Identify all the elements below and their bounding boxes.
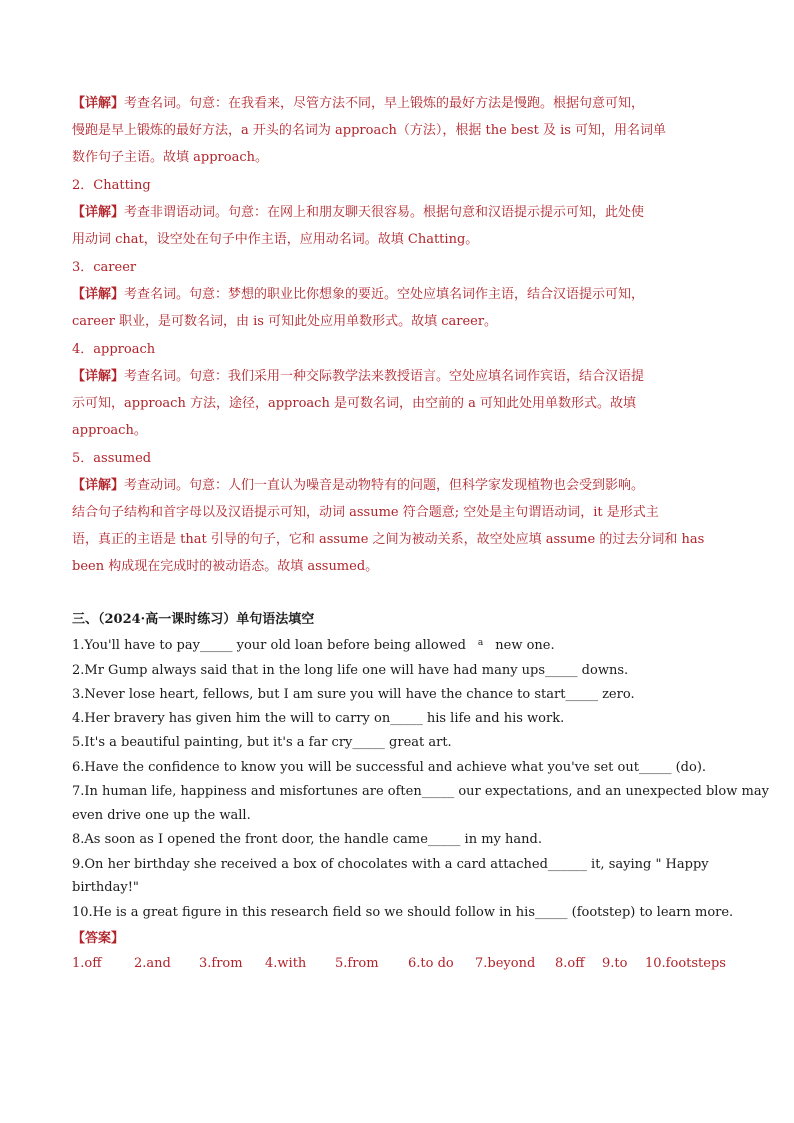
answer-number-2: 2．Chatting xyxy=(72,178,151,193)
explanation-tag: 【详解】 xyxy=(72,287,125,302)
answer-8: 8.off xyxy=(555,956,585,971)
answer-number-3: 3．career xyxy=(72,260,137,275)
question-2: 2.Mr Gump always said that in the long life one will have had many ups_____ downs. xyxy=(72,663,629,678)
answer-3: 3.from xyxy=(199,956,243,971)
answer-2: 2.and xyxy=(134,956,171,971)
answer-6: 6.to do xyxy=(408,956,454,971)
answer-4: 4.with xyxy=(265,956,307,971)
answer-5: 5.from xyxy=(335,956,379,971)
answer-number-4: 4．approach xyxy=(72,342,156,357)
question-7-line-2: even drive one up the wall. xyxy=(72,808,251,823)
explanation-2-line-1: 【详解】考查非谓语动词。句意：在网上和朋友聊天很容易。根据句意和汉语提示提示可知，此处使 xyxy=(72,205,645,220)
question-1: 1.You'll have to pay_____ your old loan before being allowed $^a$ new one. xyxy=(72,638,555,653)
explanation-3-line-2: career 职业，是可数名词，由 is 可知此处应用单数形式。故填 career。 xyxy=(72,314,498,329)
question-4: 4.Her bravery has given him the will to carry on_____ his life and his work. xyxy=(72,711,565,726)
explanation-5-line-4: been 构成现在完成时的被动语态。故填 assumed。 xyxy=(72,559,379,574)
question-9-line-1: 9.On her birthday she received a box of chocolates with a card attached______ it, saying " Happy xyxy=(72,857,709,872)
explanation-2-line-2: 用动词 chat，设空处在句子中作主语，应用动名词。故填 Chatting。 xyxy=(72,232,479,247)
answer-label: 【答案】 xyxy=(72,931,125,946)
explanation-tag: 【详解】 xyxy=(72,96,125,111)
answer-1: 1.off xyxy=(72,956,102,971)
question-5: 5.It's a beautiful painting, but it's a far cry_____ great art. xyxy=(72,735,452,750)
answer-7: 7.beyond xyxy=(475,956,536,971)
explanation-4-line-1: 【详解】考查名词。句意：我们采用一种交际教学法来教授语言。空处应填名词作宾语，结合汉语提 xyxy=(72,369,645,384)
question-3: 3.Never lose heart, fellows, but I am sure you will have the chance to start_____ zero. xyxy=(72,687,635,702)
question-8: 8.As soon as I opened the front door, the handle came_____ in my hand. xyxy=(72,832,542,847)
question-10: 10.He is a great figure in this research field so we should follow in his_____ (footstep) to learn more. xyxy=(72,905,734,920)
explanation-5-line-2: 结合句子结构和首字母以及汉语提示可知，动词 assume 符合题意; 空处是主句谓语动词，it 是形式主 xyxy=(72,505,659,520)
explanation-tag: 【详解】 xyxy=(72,369,125,384)
section-title: 三、（2024·高一课时练习）单句语法填空 xyxy=(72,612,315,627)
question-7-line-1: 7.In human life, happiness and misfortunes are often_____ our expectations, and an unexpected blow may xyxy=(72,784,769,799)
explanation-4-line-2: 示可知，approach 方法，途径，approach 是可数名词，由空前的 a 可知此处用单数形式。故填 xyxy=(72,396,636,411)
explanation-3-line-1: 【详解】考查名词。句意：梦想的职业比你想象的要近。空处应填名词作主语，结合汉语提示可知， xyxy=(72,287,645,302)
answer-number-5: 5．assumed xyxy=(72,451,152,466)
question-6: 6.Have the confidence to know you will be successful and achieve what you've set out_____ (do). xyxy=(72,760,707,775)
explanation-1-line-2: 慢跑是早上锻炼的最好方法，a 开头的名词为 approach（方法），根据 the best 及 is 可知，用名词单 xyxy=(72,123,667,138)
answer-10: 10.footsteps xyxy=(645,956,726,971)
explanation-1-line-3: 数作句子主语。故填 approach。 xyxy=(72,150,268,165)
explanation-4-line-3: approach。 xyxy=(72,423,147,438)
explanation-5-line-3: 语，真正的主语是 that 引导的句子，它和 assume 之间为被动关系，故空处应填 assume 的过去分词和 has xyxy=(72,532,705,547)
answer-9: 9.to xyxy=(602,956,628,971)
explanation-1-line-1: 【详解】考查名词。句意：在我看来，尽管方法不同，早上锻炼的最好方法是慢跑。根据句意可知， xyxy=(72,96,645,111)
explanation-tag: 【详解】 xyxy=(72,205,125,220)
explanation-5-line-1: 【详解】考查动词。句意：人们一直认为噪音是动物特有的问题，但科学家发现植物也会受到影响。 xyxy=(72,478,645,493)
question-9-line-2: birthday!" xyxy=(72,880,139,895)
explanation-tag: 【详解】 xyxy=(72,478,125,493)
